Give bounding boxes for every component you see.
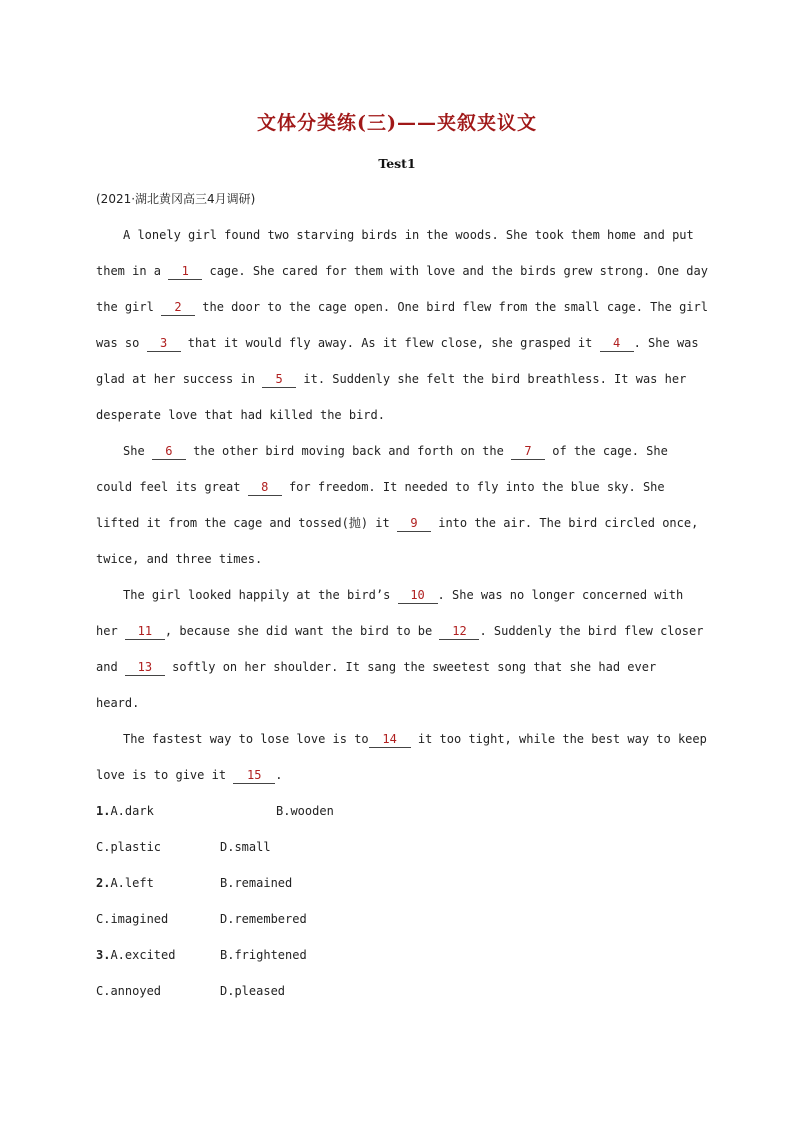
blank-6: 6	[152, 444, 186, 460]
blank-7: 7	[511, 444, 545, 460]
blank-10: 10	[398, 588, 438, 604]
question-3-option-b: B.frightened	[220, 948, 307, 962]
passage-line: was so 3 that it would fly away. As it flew close, she grasped it 4 . She was	[96, 336, 699, 350]
blank-9: 9	[397, 516, 431, 532]
question-3-option-c: C.annoyed	[96, 984, 162, 998]
question-1-option-c: C.plastic	[96, 840, 162, 854]
passage-line: her 11 , because she did want the bird to be 12 . Suddenly the bird flew closer	[96, 624, 704, 638]
passage-line: love is to give it 15 .	[96, 768, 283, 782]
passage-line: them in a 1 cage. She cared for them with love and the birds grew strong. One day	[96, 264, 708, 278]
question-1-option-a: 1.A.dark	[96, 804, 154, 818]
passage-line: The fastest way to lose love is to 14 it too tight, while the best way to keep	[123, 732, 707, 746]
passage-line: the girl 2 the door to the cage open. One bird flew from the small cage. The girl	[96, 300, 708, 314]
question-1-option-b: B.wooden	[276, 804, 334, 818]
question-2-option-d: D.remembered	[220, 912, 307, 926]
test-label: Test1	[378, 156, 416, 171]
blank-11: 11	[125, 624, 165, 640]
passage-line: desperate love that had killed the bird.	[96, 408, 385, 422]
passage-line: lifted it from the cage and tossed(抛) it 9 into the air. The bird circled once,	[96, 516, 699, 530]
passage-line: The girl looked happily at the bird’s 10 . She was no longer concerned with	[123, 588, 684, 602]
blank-14: 14	[369, 732, 411, 748]
source-note: (2021·湖北黄冈高三4月调研)	[96, 192, 256, 206]
question-2-option-c: C.imagined	[96, 912, 169, 926]
passage-line: She 6 the other bird moving back and forth on the 7 of the cage. She	[123, 444, 668, 458]
passage-line: heard.	[96, 696, 140, 710]
passage-line: twice, and three times.	[96, 552, 263, 566]
page-title: 文体分类练(三)——夹叙夹议文	[257, 112, 537, 134]
blank-4: 4	[600, 336, 634, 352]
passage-line: and 13 softly on her shoulder. It sang the sweetest song that she had ever	[96, 660, 657, 674]
blank-5: 5	[262, 372, 296, 388]
passage-line: A lonely girl found two starving birds in the woods. She took them home and put	[123, 228, 694, 242]
passage-line: could feel its great 8 for freedom. It needed to fly into the blue sky. She	[96, 480, 665, 494]
question-3-option-d: D.pleased	[220, 984, 286, 998]
blank-15: 15	[233, 768, 275, 784]
question-3-option-a: 3.A.excited	[96, 948, 176, 962]
blank-3: 3	[147, 336, 181, 352]
question-2-option-b: B.remained	[220, 876, 293, 890]
question-1-option-d: D.small	[220, 840, 271, 854]
blank-12: 12	[439, 624, 479, 640]
blank-8: 8	[248, 480, 282, 496]
passage-line: glad at her success in 5 it. Suddenly she felt the bird breathless. It was her	[96, 372, 687, 386]
blank-13: 13	[125, 660, 165, 676]
blank-2: 2	[161, 300, 195, 316]
blank-1: 1	[168, 264, 202, 280]
question-2-option-a: 2.A.left	[96, 876, 154, 890]
